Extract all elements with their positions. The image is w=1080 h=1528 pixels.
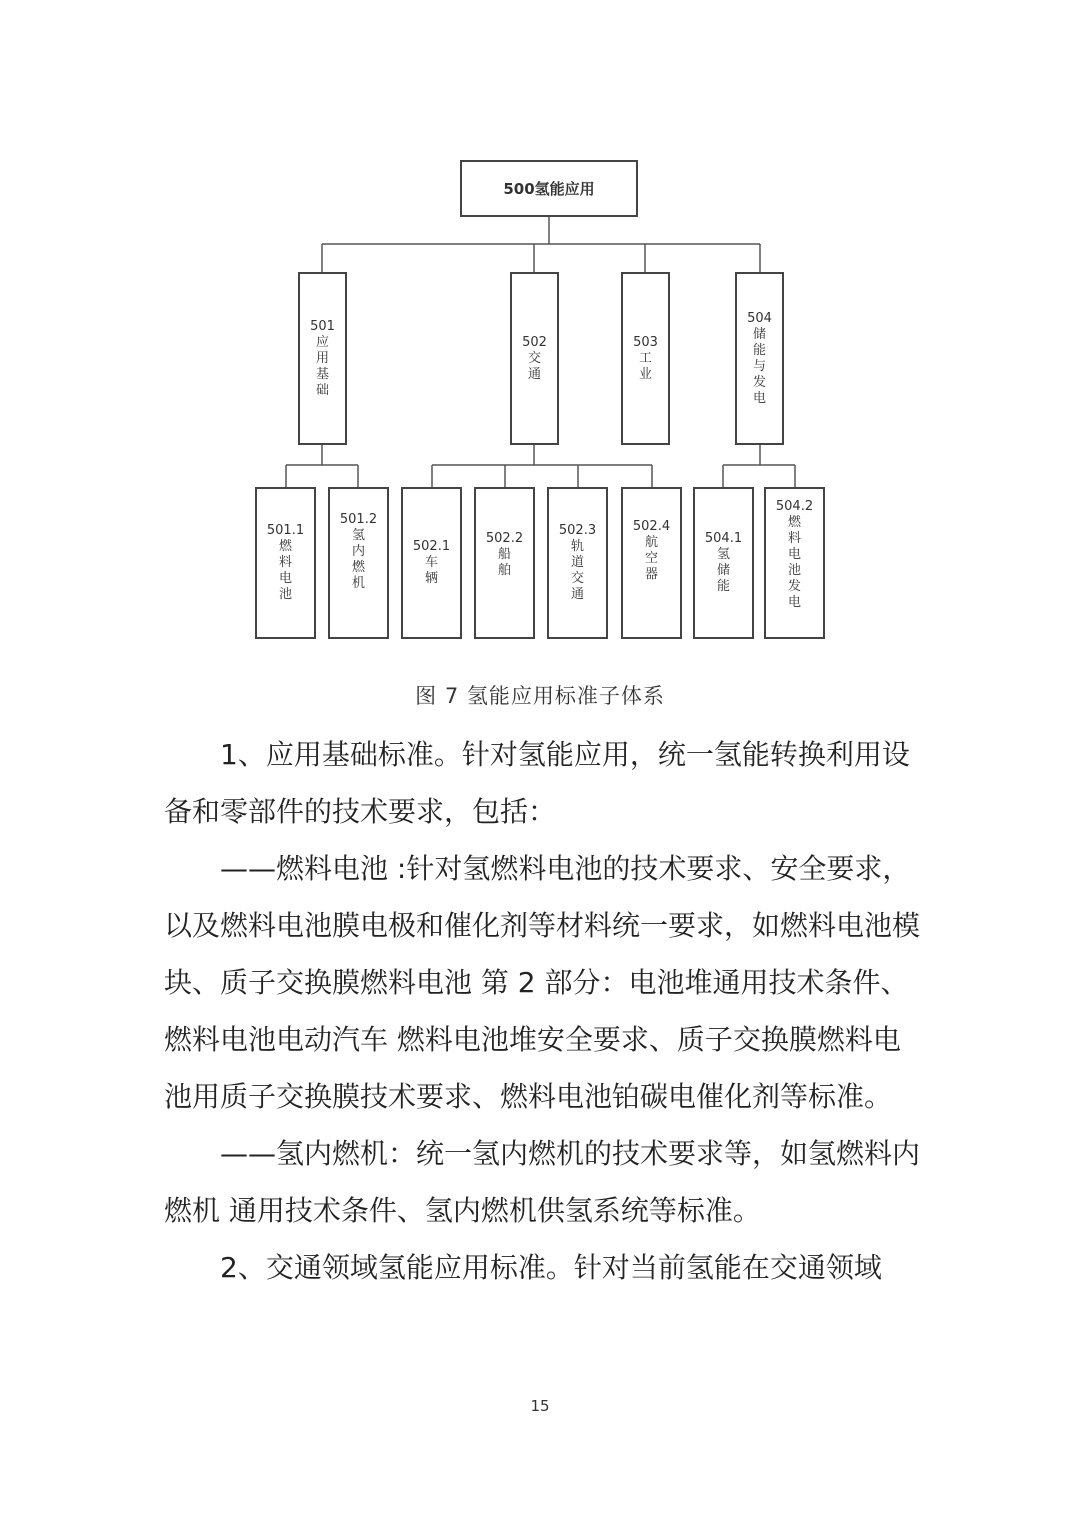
root-node: [460, 160, 638, 217]
node-char: 交: [570, 571, 584, 586]
paragraph-hydrogen-ice: ——氢内燃机：统一氢内燃机的技术要求等，如氢燃料内燃机 通用技术条件、氢内燃机供氢系统等标准。: [164, 1137, 921, 1227]
node-char: 基: [315, 366, 329, 382]
node-char: 电: [787, 595, 801, 610]
node-char: 应: [315, 334, 329, 350]
node-504-2: [764, 487, 825, 639]
node-char: 通: [527, 366, 541, 382]
node-code: 501: [310, 318, 335, 334]
node-char: 电: [278, 571, 292, 586]
node-char: 机: [351, 576, 365, 591]
node-502-3: [547, 487, 608, 639]
node-502: [510, 272, 559, 445]
node-char: 电: [787, 547, 801, 562]
node-code: 501.2: [339, 512, 378, 527]
node-504-1: [693, 487, 754, 639]
node-code: 502.4: [632, 519, 671, 534]
node-char: 池: [787, 563, 801, 578]
node-char: 电: [752, 390, 766, 406]
node-char: 器: [644, 567, 658, 582]
node-char: 料: [278, 555, 292, 570]
node-code: 501.1: [266, 523, 305, 538]
root-node-label: 500氢能应用: [503, 180, 595, 198]
node-char: 燃: [278, 539, 292, 554]
node-char: 空: [644, 551, 658, 566]
node-501: [298, 272, 347, 445]
node-char: 池: [278, 587, 292, 602]
node-char: 船: [497, 547, 511, 562]
node-char: 业: [638, 366, 652, 382]
node-504: [735, 272, 784, 445]
node-char: 能: [752, 342, 766, 358]
paragraph-transport: 2、交通领域氢能应用标准。针对当前氢能在交通领域: [220, 1251, 882, 1284]
node-502-4: [621, 487, 682, 639]
node-char: 燃: [351, 560, 365, 575]
node-char: 舶: [497, 563, 511, 578]
node-char: 础: [315, 382, 329, 398]
node-char: 用: [315, 350, 329, 366]
node-code: 503: [633, 334, 658, 350]
node-char: 交: [527, 350, 541, 366]
node-char: 工: [638, 350, 652, 366]
node-code: 502.2: [485, 531, 524, 546]
node-char: 燃: [787, 515, 801, 530]
node-char: 氢: [716, 547, 730, 562]
node-char: 发: [787, 579, 801, 594]
page-number: 15: [530, 1397, 550, 1415]
node-char: 内: [351, 544, 365, 559]
node-char: 辆: [424, 571, 438, 586]
node-code: 504: [747, 310, 772, 326]
node-code: 502.3: [558, 523, 597, 538]
node-char: 氢: [351, 528, 365, 543]
node-char: 航: [644, 535, 658, 550]
figure-caption: 图 7 氢能应用标准子体系: [415, 684, 665, 708]
node-code: 504.1: [704, 531, 743, 546]
paragraph-fuel-cell: ——燃料电池 :针对氢燃料电池的技术要求、安全要求，以及燃料电池膜电极和催化剂等材料统一要求，如燃料电池模块、质子交换膜燃料电池 第 2 部分：电池堆通用技术条件、燃料电池电动汽车 燃料电池堆安全要求、质子交换膜燃料电池用质子交换膜技术要求、燃料电池铂碳电催化剂等标准。: [164, 852, 921, 1113]
node-char: 储: [716, 563, 730, 578]
node-char: 发: [752, 374, 766, 390]
node-501-2: [328, 487, 389, 639]
node-502-1: [401, 487, 462, 639]
org-chart: [0, 0, 1080, 660]
node-502-2: [474, 487, 535, 639]
node-501-1: [255, 487, 316, 639]
paragraph-application-basis: 1、应用基础标准。针对氢能应用，统一氢能转换利用设备和零部件的技术要求，包括：: [164, 738, 910, 828]
node-code: 502.1: [412, 539, 451, 554]
body-text: [164, 726, 920, 1296]
node-char: 道: [570, 555, 584, 570]
node-char: 料: [787, 531, 801, 546]
node-code: 504.2: [775, 499, 814, 514]
node-code: 502: [522, 334, 547, 350]
node-char: 与: [752, 358, 766, 374]
node-char: 车: [424, 555, 438, 570]
node-503: [621, 272, 670, 445]
node-char: 通: [570, 587, 584, 602]
node-char: 能: [716, 579, 730, 594]
node-char: 储: [752, 326, 766, 342]
node-char: 轨: [570, 539, 584, 554]
